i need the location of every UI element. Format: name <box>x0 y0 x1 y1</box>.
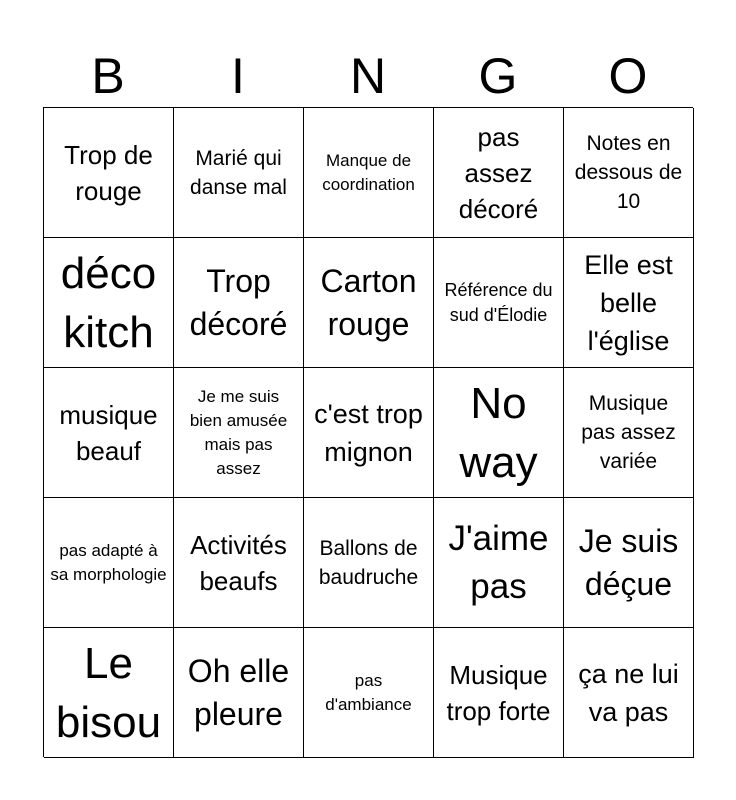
bingo-cell[interactable] <box>44 498 174 628</box>
bingo-cell[interactable] <box>174 368 304 498</box>
cell-text: Je me suis bien amusée mais pas assez <box>189 386 288 478</box>
bingo-cell[interactable] <box>564 108 694 238</box>
bingo-cell[interactable] <box>304 238 434 368</box>
cell-text: musique beauf <box>59 399 158 466</box>
bingo-cell[interactable] <box>44 238 174 368</box>
bingo-cell[interactable] <box>434 628 564 758</box>
header-letter-i: I <box>231 48 245 104</box>
cell-text: No way <box>459 378 538 487</box>
cell-text: Je suis déçue <box>578 522 679 602</box>
header-letter-b: B <box>91 48 125 104</box>
bingo-cell[interactable] <box>434 238 564 368</box>
cell-text: pas adapté à sa morphologie <box>50 540 167 584</box>
header-letter-n: N <box>349 48 387 104</box>
cell-text: Carton rouge <box>320 262 417 342</box>
bingo-cell[interactable] <box>174 108 304 238</box>
cell-text: c'est trop mignon <box>314 398 423 467</box>
cell-text: Manque de coordination <box>322 150 415 194</box>
bingo-cell[interactable] <box>434 368 564 498</box>
cell-text: Musique trop forte <box>446 659 551 726</box>
bingo-grid <box>43 107 693 757</box>
cell-text: déco kitch <box>60 248 157 357</box>
bingo-cell[interactable] <box>174 238 304 368</box>
bingo-cell[interactable] <box>304 498 434 628</box>
bingo-cell[interactable] <box>304 108 434 238</box>
bingo-cell[interactable] <box>44 368 174 498</box>
cell-text: Trop décoré <box>189 262 288 342</box>
bingo-cell[interactable] <box>304 628 434 758</box>
bingo-cell[interactable] <box>434 108 564 238</box>
bingo-cell[interactable] <box>174 498 304 628</box>
bingo-cell[interactable] <box>564 498 694 628</box>
cell-text: Activités beaufs <box>190 529 287 596</box>
bingo-cell[interactable] <box>564 368 694 498</box>
header-letter-g: G <box>478 48 518 104</box>
cell-text: Elle est belle l'église <box>584 249 673 356</box>
bingo-cell[interactable] <box>564 628 694 758</box>
cell-text: Musique pas assez variée <box>581 392 676 473</box>
bingo-cell[interactable] <box>434 498 564 628</box>
cell-text: ça ne lui va pas <box>578 658 679 727</box>
bingo-cell[interactable] <box>174 628 304 758</box>
cell-text: Référence du sud d'Élodie <box>444 279 553 325</box>
cell-text: pas assez décoré <box>458 121 539 224</box>
header-letter-o: O <box>608 48 648 104</box>
bingo-header <box>43 46 693 106</box>
cell-text: J'aime pas <box>448 518 549 606</box>
bingo-cell[interactable] <box>44 628 174 758</box>
bingo-cell[interactable] <box>564 238 694 368</box>
cell-text: Notes en dessous de 10 <box>574 132 683 213</box>
cell-text: Le bisou <box>55 638 162 747</box>
bingo-cell[interactable] <box>44 108 174 238</box>
cell-text: Trop de rouge <box>64 139 153 206</box>
bingo-cell[interactable] <box>304 368 434 498</box>
cell-text: Marié qui danse mal <box>190 146 287 199</box>
cell-text: pas d'ambiance <box>325 670 412 714</box>
cell-text: Oh elle pleure <box>187 652 290 732</box>
cell-text: Ballons de baudruche <box>318 536 419 589</box>
